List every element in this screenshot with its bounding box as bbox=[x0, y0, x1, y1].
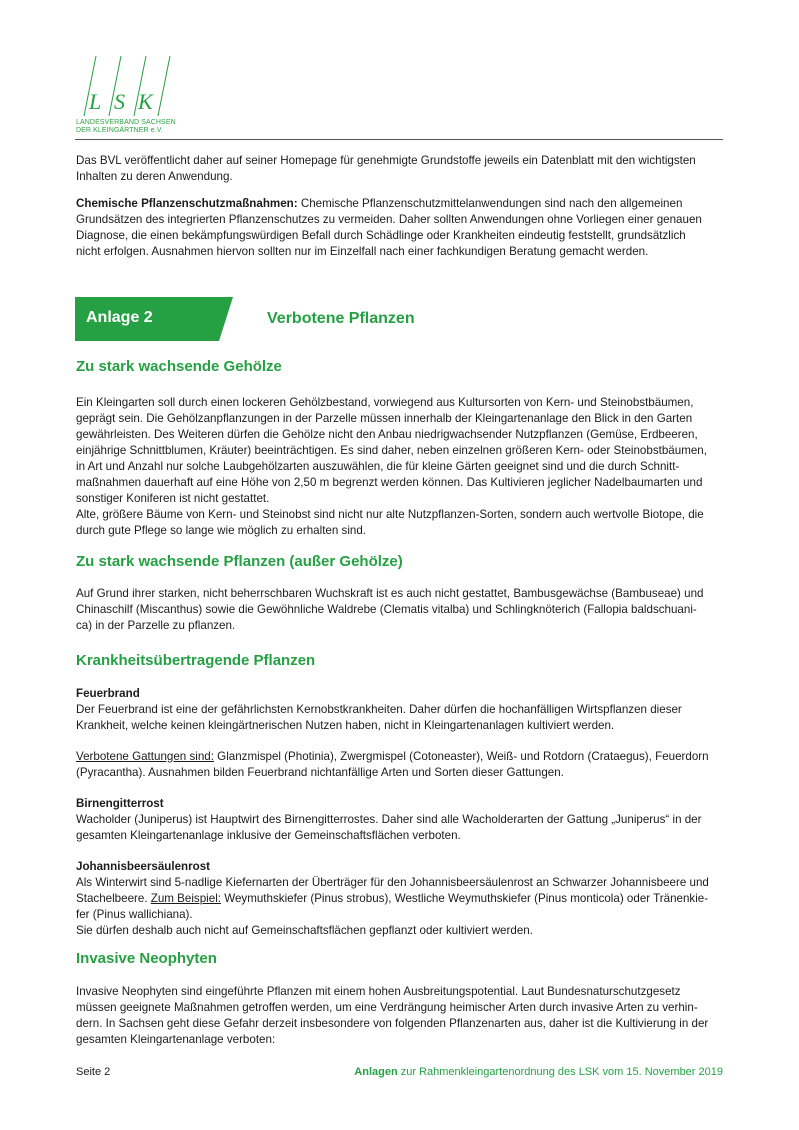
intro-p1-line: Inhalten zu deren Anwendung. bbox=[76, 170, 233, 183]
intro-paragraph-1 bbox=[76, 153, 722, 185]
beispiel-label: Zum Beispiel: bbox=[150, 892, 221, 905]
verboten-rest: Glanzmispel (Photinia), Zwergmispel (Cotoneaster), Weiß- und Rotdorn (Crataegus), Feuerdorn bbox=[213, 750, 709, 763]
feuerbrand-verboten-block bbox=[76, 749, 722, 781]
body-line: gesamten Kleingartenanlage verboten: bbox=[76, 1033, 276, 1046]
johannis-line-2 bbox=[76, 891, 722, 907]
body-line: Der Feuerbrand ist eine der gefährlichsten Kernobstkrankheiten. Daher dürfen die hochanfälligen Wirtspflanzen dieser bbox=[76, 703, 682, 716]
section-heading-gehoelze: Zu stark wachsende Gehölze bbox=[76, 358, 282, 375]
anlage-banner bbox=[75, 297, 233, 341]
body-line: Auf Grund ihrer starken, nicht beherrschbaren Wuchskraft ist es auch nicht gestattet, Bambusgewächse (Bambuseae) und bbox=[76, 587, 704, 600]
intro-paragraph-2 bbox=[76, 196, 722, 260]
intro-p2-bold: Chemische Pflanzenschutzmaßnahmen: bbox=[76, 197, 298, 210]
anlage-label: Anlage 2 bbox=[86, 309, 153, 326]
body-line: Invasive Neophyten sind eingeführte Pflanzen mit einem hohen Ausbreitungspotential. Laut Bundesnaturschutzgesetz bbox=[76, 985, 681, 998]
footer-rest: zur Rahmenkleingartenordnung des LSK vom 15. November 2019 bbox=[397, 1066, 723, 1078]
body-line: dern. In Sachsen geht diese Gefahr derzeit insbesondere von folgenden Pflanzenarten aus, daher ist die Kultivierung in der bbox=[76, 1017, 709, 1030]
footer-document-info bbox=[354, 1066, 723, 1078]
verboten-line bbox=[76, 749, 722, 765]
body-line: maßnahmen dauerhaft auf eine Höhe von 2,50 m begrenzt werden können. Das Kultivieren jeglicher Nadelbaumarten und bbox=[76, 476, 703, 489]
footer-page-number: Seite 2 bbox=[76, 1066, 111, 1078]
body-line: einjährige Schnittblumen, Kräuter) beeinträchtigen. Es sind daher, neben einzelnen größeren Kern- oder Steinobstbäumen, bbox=[76, 444, 707, 457]
section-heading-neophyten: Invasive Neophyten bbox=[76, 950, 217, 967]
body-line: sonstiger Koniferen ist nicht gestattet. bbox=[76, 492, 270, 505]
logo-org-line-2: DER KLEINGÄRTNER e.V. bbox=[76, 127, 163, 134]
body-line: Als Winterwirt sind 5-nadlige Kiefernarten der Überträger für den Johannisbeersäulenrost an Schwarzer Johannisbeere und bbox=[76, 876, 709, 889]
logo-org-line-1: LANDESVERBAND SACHSEN bbox=[76, 119, 176, 126]
feuerbrand-title: Feuerbrand bbox=[76, 687, 140, 700]
johannis-line2-rest: Weymuthskiefer (Pinus strobus), Westliche Weymuthskiefer (Pinus monticola) oder Tränenkie- bbox=[221, 892, 709, 905]
logo-letter-k: K bbox=[138, 89, 153, 114]
johannis-line2-start: Stachelbeere. bbox=[76, 892, 151, 905]
body-line: ca) in der Parzelle zu pflanzen. bbox=[76, 619, 236, 632]
body-line: Krankheit, welche keinen kleingärtnerischen Nutzen haben, nicht in Kleingartenanlagen kultiviert werden. bbox=[76, 719, 615, 732]
header-divider bbox=[75, 139, 723, 140]
body-line: Chinaschilf (Miscanthus) sowie die Gewöhnliche Waldrebe (Clematis vitalba) und Schlingknöterich (Fallopia baldschuani- bbox=[76, 603, 697, 616]
body-line: müssen geeignete Maßnahmen getroffen werden, um eine Verdrängung heimischer Arten durch invasive Arten zu verhin- bbox=[76, 1001, 698, 1014]
birnengitterrost-title: Birnengitterrost bbox=[76, 797, 164, 810]
anlage-title: Verbotene Pflanzen bbox=[267, 310, 415, 327]
body-line: (Pyracantha). Ausnahmen bilden Feuerbrand nichtanfällige Arten und Sorten dieser Gattungen. bbox=[76, 766, 564, 779]
body-line: durch gute Pflege so lange wie möglich zu erhalten sind. bbox=[76, 524, 367, 537]
johannis-title: Johannisbeersäulenrost bbox=[76, 860, 211, 873]
body-line: Sie dürfen deshalb auch nicht auf Gemeinschaftsflächen gepflanzt oder kultiviert werden. bbox=[76, 924, 533, 937]
intro-p2-first-rest: Chemische Pflanzenschutzmittelanwendungen sind nach den allgemeinen bbox=[297, 197, 683, 210]
lsk-logo-mark bbox=[72, 54, 182, 118]
section-body-neophyten bbox=[76, 984, 722, 1048]
feuerbrand-block bbox=[76, 686, 722, 734]
section-heading-pflanzen: Zu stark wachsende Pflanzen (außer Gehölze) bbox=[76, 553, 403, 570]
birnengitterrost-block bbox=[76, 796, 722, 844]
intro-p2-line: Diagnose, die einen bekämpfungswürdigen Befall durch Schädlinge oder Krankheiten eindeutig feststellt, grundsätzlich bbox=[76, 229, 686, 242]
logo-letter-l: L bbox=[89, 89, 102, 114]
body-line: Alte, größere Bäume von Kern- und Steinobst sind nicht nur alte Nutzpflanzen-Sorten, sondern auch wertvolle Biotope, die bbox=[76, 508, 704, 521]
body-line: gewährleisten. Des Weiteren dürfen die Gehölze nicht den Anbau niedrigwachsender Nutzpflanzen (Gemüse, Erdbeeren, bbox=[76, 428, 698, 441]
intro-p1-line: Das BVL veröffentlicht daher auf seiner Homepage für genehmigte Grundstoffe jeweils ein Datenblatt mit den wichtigsten bbox=[76, 154, 696, 167]
body-line: gesamten Kleingartenanlage inklusive der Gemeinschaftsflächen verboten. bbox=[76, 829, 461, 842]
section-body-pflanzen bbox=[76, 586, 722, 634]
johannis-block bbox=[76, 859, 722, 939]
body-line: Wacholder (Juniperus) ist Hauptwirt des Birnengitterrostes. Daher sind alle Wacholderarten der Gattung „Juniperus“ in der bbox=[76, 813, 702, 826]
intro-p2-line: nicht erfolgen. Ausnahmen hiervon sollten nur im Einzelfall nach einer fachkundigen Beratung gemacht werden. bbox=[76, 245, 649, 258]
verboten-label: Verbotene Gattungen sind: bbox=[76, 750, 214, 763]
intro-p2-first-line bbox=[76, 196, 722, 212]
logo-letter-s: S bbox=[114, 89, 125, 114]
intro-p2-line: Grundsätzen des integrierten Pflanzenschutzes zu vermeiden. Daher sollten Anwendungen ohne Vorliegen einer genauen bbox=[76, 213, 702, 226]
body-line: Ein Kleingarten soll durch einen lockeren Gehölzbestand, vorwiegend aus Kultursorten von Kern- und Steinobstbäumen, bbox=[76, 396, 694, 409]
body-line: geprägt sein. Die Gehölzanpflanzungen in der Parzelle müssen innerhalb der Kleingartenanlage den Blick in den Garten bbox=[76, 412, 693, 425]
lsk-logo bbox=[72, 54, 182, 140]
section-heading-krankheit: Krankheitsübertragende Pflanzen bbox=[76, 652, 316, 669]
section-body-gehoelze bbox=[76, 395, 722, 539]
body-line: in Art und Anzahl nur solche Laubgehölzarten auszuwählen, die für kleine Gärten geeignet sind und die durch Schnitt- bbox=[76, 460, 680, 473]
footer-bold: Anlagen bbox=[354, 1066, 398, 1078]
body-line: fer (Pinus wallichiana). bbox=[76, 908, 193, 921]
